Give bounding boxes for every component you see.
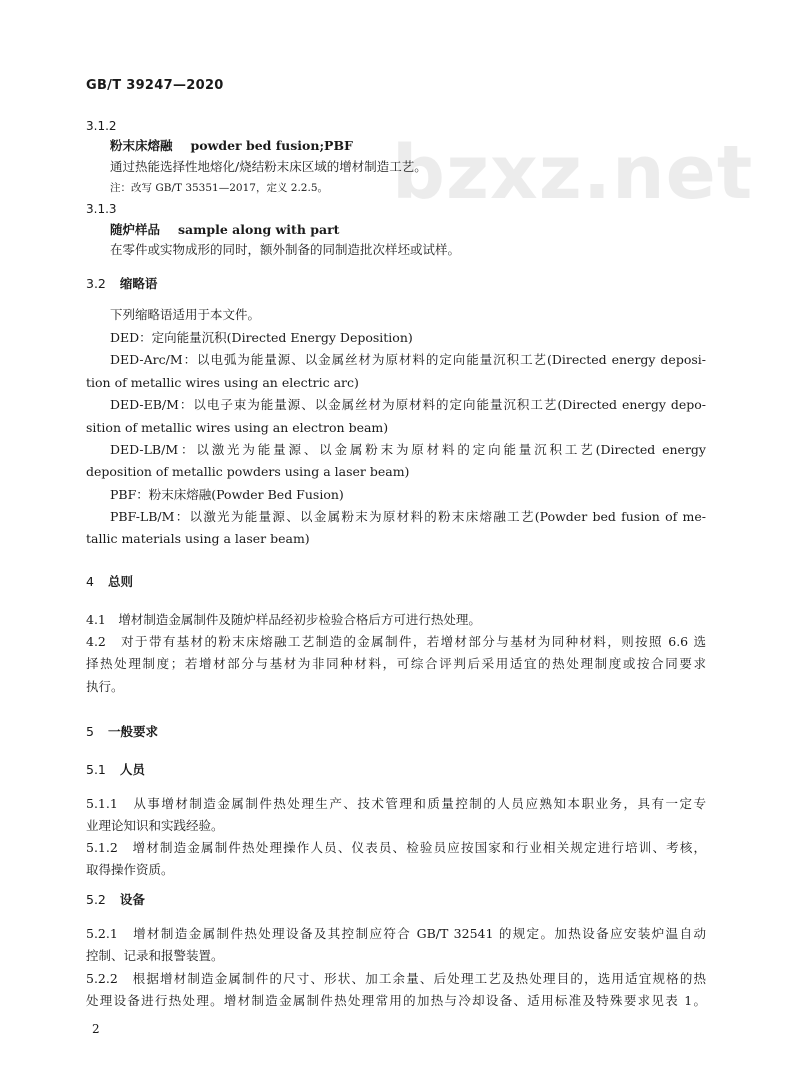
term-definition: 在零件或实物成形的同时，额外制备的同制造批次样坯或试样。	[110, 242, 461, 257]
clause-number: 3.1.2	[86, 119, 117, 133]
section-heading	[86, 276, 157, 292]
paragraph: 择热处理制度；若增材部分与基材为非同种材料，可综合评判后采用适宜的热处理制度或按合同要求	[86, 656, 706, 671]
subsection-title: 设备	[119, 892, 145, 907]
paragraph: 业理论知识和实践经验。	[86, 818, 224, 833]
clause-number: 3.1.3	[86, 202, 117, 216]
subsection-number: 5.2	[86, 892, 106, 907]
subsection-title: 人员	[119, 762, 145, 777]
paragraph: 控制、记录和报警装置。	[86, 948, 224, 963]
watermark: bzxz.net	[392, 130, 754, 216]
paragraph: 4.2 对于带有基材的粉末床熔融工艺制造的金属制件，若增材部分与基材为同种材料，则按照 6.6 选	[86, 634, 706, 649]
paragraph: 处理设备进行热处理。增材制造金属制件热处理常用的加热与冷却设备、适用标准及特殊要求见表 1。	[86, 993, 706, 1008]
paragraph: 5.2.2 根据增材制造金属制件的尺寸、形状、加工余量、后处理工艺及热处理目的，选用适宜规格的热	[86, 971, 706, 986]
abbreviation-line: DED-Arc/M：以电弧为能量源、以金属丝材为原材料的定向能量沉积工艺(Directed energy deposi-	[110, 352, 706, 367]
subsection-number: 5.1	[86, 762, 106, 777]
abbreviation-line: PBF-LB/M：以激光为能量源、以金属粉末为原材料的粉末床熔融工艺(Powder bed fusion of me-	[110, 509, 706, 524]
subsection-heading	[86, 762, 145, 778]
abbreviation-line: tallic materials using a laser beam)	[86, 531, 310, 546]
page-number: 2	[92, 1022, 100, 1036]
term-definition: 通过热能选择性地熔化/烧结粉末床区域的增材制造工艺。	[110, 159, 427, 174]
section-number: 5	[86, 724, 94, 739]
paragraph: 取得操作资质。	[86, 862, 174, 877]
abbreviation-line: sition of metallic wires using an electron beam)	[86, 420, 389, 435]
term-en: powder bed fusion;PBF	[190, 138, 353, 153]
abbreviation-line: deposition of metallic powders using a laser beam)	[86, 464, 410, 479]
term-heading	[110, 138, 353, 154]
abbreviation-line: DED-LB/M：以激光为能量源、以金属粉末为原材料的定向能量沉积工艺(Directed energy	[110, 442, 706, 457]
abbreviation-line: tion of metallic wires using an electric arc)	[86, 375, 359, 390]
term-heading	[110, 222, 339, 238]
abbreviation-line: DED-EB/M：以电子束为能量源、以金属丝材为原材料的定向能量沉积工艺(Directed energy depo-	[110, 397, 706, 412]
paragraph: 4.1 增材制造金属制件及随炉样品经初步检验合格后方可进行热处理。	[86, 612, 481, 627]
section-heading	[86, 574, 133, 590]
term-zh: 粉末床熔融	[110, 138, 173, 153]
term-note: 注：改写 GB/T 35351—2017，定义 2.2.5。	[110, 182, 328, 194]
term-en: sample along with part	[178, 222, 340, 237]
section-heading	[86, 724, 158, 740]
paragraph: 5.2.1 增材制造金属制件热处理设备及其控制应符合 GB/T 32541 的规定。加热设备应安装炉温自动	[86, 926, 706, 941]
section-number: 3.2	[86, 276, 106, 291]
subsection-heading	[86, 892, 145, 908]
section-number: 4	[86, 574, 94, 589]
term-zh: 随炉样品	[110, 222, 161, 237]
section-title: 一般要求	[107, 724, 158, 739]
abbreviation-line: DED：定向能量沉积(Directed Energy Deposition)	[110, 330, 413, 345]
section-title: 总则	[107, 574, 133, 589]
section-title: 缩略语	[119, 276, 158, 291]
standard-header: GB/T 39247—2020	[86, 78, 224, 93]
paragraph: 5.1.1 从事增材制造金属制件热处理生产、技术管理和质量控制的人员应熟知本职业务，具有一定专	[86, 796, 706, 811]
paragraph: 5.1.2 增材制造金属制件热处理操作人员、仪表员、检验员应按国家和行业相关规定进行培训、考核，	[86, 840, 706, 855]
paragraph: 执行。	[86, 679, 124, 694]
abbreviation-line: PBF：粉末床熔融(Powder Bed Fusion)	[110, 487, 344, 502]
paragraph: 下列缩略语适用于本文件。	[110, 307, 261, 322]
